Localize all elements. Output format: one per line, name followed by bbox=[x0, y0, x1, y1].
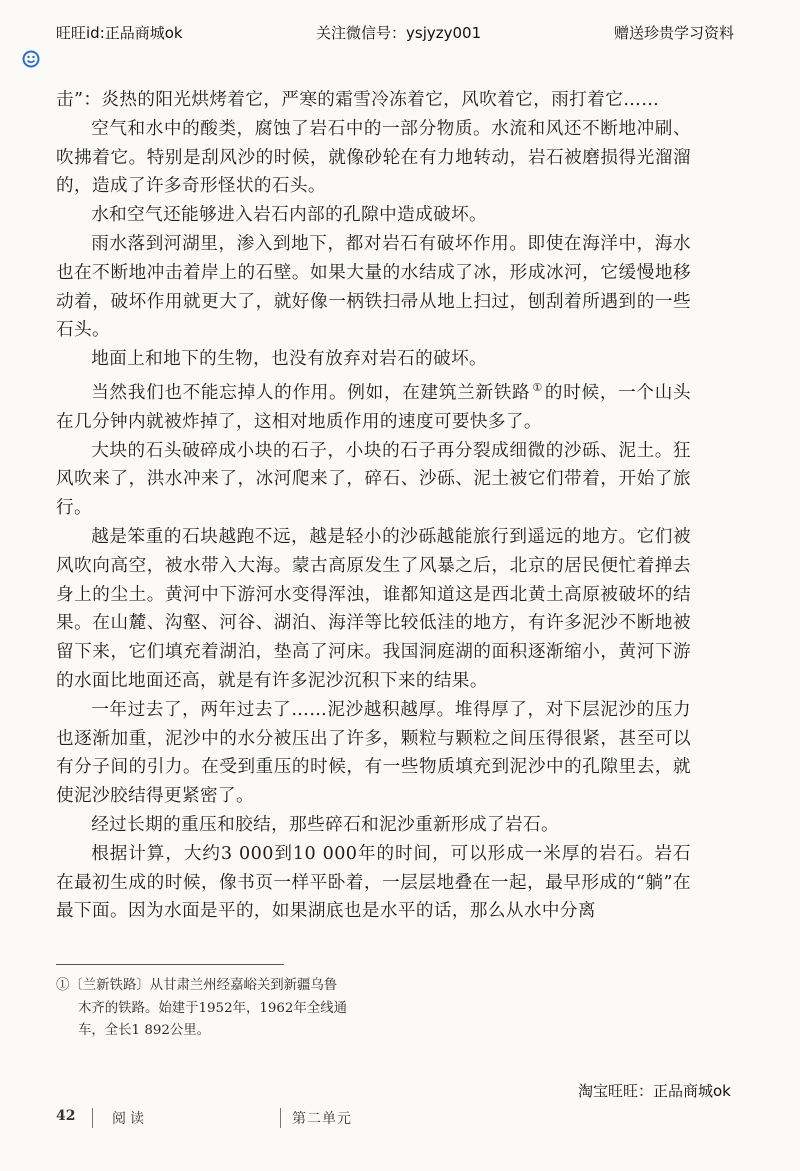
paragraph: 雨水落到河湖里，渗入到地下，都对岩石有破坏作用。即使在海洋中，海水也在不断地冲击着岸上的石壁。如果大量的水结成了冰，形成冰河，它缓慢地移动着，破坏作用就更大了，就好像一柄铁扫帚从地上扫过，刨刮着所遇到的一些石头。 bbox=[56, 233, 691, 341]
footer-divider bbox=[280, 1108, 281, 1128]
footnote-divider bbox=[56, 964, 284, 965]
paragraph: 击”：炎热的阳光烘烤着它，严寒的霜雪冷冻着它，风吹着它，雨打着它…… bbox=[56, 90, 660, 110]
paragraph-text: 当然我们也不能忘掉人的作用。例如，在建筑兰新铁路 bbox=[91, 382, 531, 403]
footnote-line: 木齐的铁路。始建于1952年，1962年全线通 bbox=[78, 1000, 348, 1016]
paragraph: 根据计算，大约3 000到10 000年的时间，可以形成一米厚的岩石。岩石在最初生成的时候，像书页一样平卧着，一层层地叠在一起，最早形成的“躺”在最下面。因为水面是平的，如果湖底也是水平的话，那么从水中分离 bbox=[56, 843, 691, 922]
footnote-marker[interactable]: ① bbox=[532, 380, 543, 394]
footer-divider bbox=[92, 1108, 93, 1128]
shop-watermark: 淘宝旺旺：正品商城ok bbox=[578, 1082, 731, 1100]
footnote bbox=[56, 975, 376, 1043]
paragraph: 空气和水中的酸类，腐蚀了岩石中的一部分物质。水流和风还不断地冲刷、吹拂着它。特别是刮风沙的时候，就像砂轮在有力地转动，岩石被磨损得光溜溜的，造成了许多奇形怪状的石头。 bbox=[56, 118, 691, 197]
page-footer bbox=[0, 1102, 800, 1132]
page-number: 42 bbox=[56, 1108, 76, 1124]
section-name: 阅读 bbox=[112, 1111, 148, 1127]
watermark-right: 赠送珍贵学习资料 bbox=[614, 24, 735, 42]
unit-name: 第二单元 bbox=[292, 1111, 352, 1127]
paragraph: 经过长期的重压和胶结，那些碎石和泥沙重新形成了岩石。 bbox=[91, 814, 560, 835]
watermark-bar bbox=[0, 22, 800, 48]
footnote-line: 车，全长1 892公里。 bbox=[78, 1023, 211, 1038]
paragraph: 水和空气还能够进入岩石内部的孔隙中造成破坏。 bbox=[91, 205, 488, 226]
paragraph-with-footnote-ref bbox=[56, 374, 691, 437]
article-body bbox=[56, 86, 691, 926]
paragraph: 地面上和地下的生物，也没有放弃对岩石的破坏。 bbox=[91, 349, 488, 370]
watermark-left: 旺旺id:正品商城ok bbox=[56, 24, 183, 42]
paragraph: 大块的石头破碎成小块的石子，小块的石子再分裂成细微的沙砾、泥土。狂风吹来了，洪水冲来了，冰河爬来了，碎石、沙砾、泥土被它们带着，开始了旅行。 bbox=[56, 440, 691, 519]
paragraph-text: 的时候，一个山头在几分钟内就被炸掉了，这相对地质作用的速度可要快多了。 bbox=[56, 382, 692, 432]
footnote-line: ①〔兰新铁路〕从甘肃兰州经嘉峪关到新疆乌鲁 bbox=[56, 978, 338, 993]
paragraph: 越是笨重的石块越跑不远，越是轻小的沙砾越能旅行到遥远的地方。它们被风吹向高空，被水带入大海。蒙古高原发生了风暴之后，北京的居民便忙着掸去身上的尘土。黄河中下游河水变得浑浊，谁都知道这是西北黄土高原被破坏的结果。在山麓、沟壑、河谷、湖泊、海洋等比较低洼的地方，有许多泥沙不断地被留下来，它们填充着湖泊，垫高了河床。我国洞庭湖的面积逐渐缩小，黄河下游的水面比地面还高，就是有许多泥沙沉积下来的结果。 bbox=[56, 526, 691, 691]
paragraph: 一年过去了，两年过去了……泥沙越积越厚。堆得厚了，对下层泥沙的压力也逐渐加重，泥沙中的水分被压出了许多，颗粒与颗粒之间压得很紧，甚至可以有分子间的引力。在受到重压的时候，有一些物质填充到泥沙中的孔隙里去，就使泥沙胶结得更紧密了。 bbox=[56, 699, 691, 807]
smiley-face-icon bbox=[22, 50, 40, 68]
watermark-center: 关注微信号：ysjyzy001 bbox=[316, 24, 482, 42]
